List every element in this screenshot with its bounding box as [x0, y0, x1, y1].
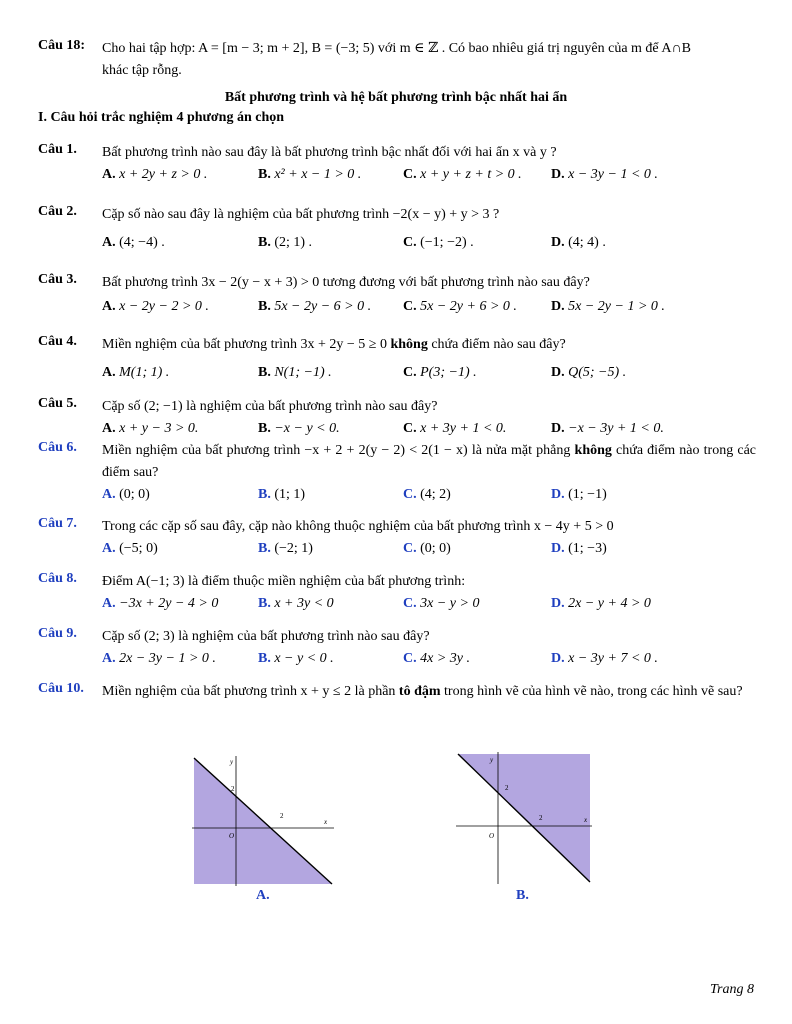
question-number: Câu 7.: [38, 516, 77, 531]
option-d[interactable]: D. (4; 4) .: [551, 235, 606, 250]
option-a[interactable]: A. (−5; 0): [102, 541, 158, 556]
option-a[interactable]: A. 2x − 3y − 1 > 0 .: [102, 651, 216, 666]
options: [102, 593, 756, 615]
option-a[interactable]: A. x + 2y + z > 0 .: [102, 167, 208, 182]
question-text: Bất phương trình 3x − 2(y − x + 3) > 0 tương đương với bất phương trình nào sau đây?: [102, 275, 590, 290]
graph-b[interactable]: [454, 750, 594, 886]
graph-b-label: B.: [516, 888, 529, 903]
option-d[interactable]: D. x − 3y + 7 < 0 .: [551, 651, 658, 666]
option-a[interactable]: A. M(1; 1) .: [102, 365, 170, 380]
question-text-cont: khác tập rỗng.: [102, 63, 182, 78]
options: [102, 232, 756, 254]
options: [102, 648, 756, 670]
origin-label: O: [489, 832, 495, 840]
option-d[interactable]: D. 5x − 2y − 1 > 0 .: [551, 299, 665, 314]
option-b[interactable]: B. (2; 1) .: [258, 235, 313, 250]
option-b[interactable]: B. (−2; 1): [258, 541, 313, 556]
option-a[interactable]: A. (0; 0): [102, 487, 150, 502]
option-d[interactable]: D. −x − 3y + 1 < 0.: [551, 421, 664, 436]
question-10: [38, 681, 756, 703]
tick-label-y: 2: [505, 784, 509, 792]
options: [102, 418, 756, 440]
question-number: Câu 3.: [38, 272, 77, 287]
option-c[interactable]: C. x + 3y + 1 < 0.: [403, 421, 507, 436]
options: [102, 538, 756, 560]
question-text: Cặp số (2; 3) là nghiệm của bất phương trình nào sau đây?: [102, 629, 430, 644]
section-title: Bất phương trình và hệ bất phương trình bậc nhất hai ẩn: [224, 90, 568, 105]
option-b[interactable]: B. −x − y < 0.: [258, 421, 340, 436]
question-8: [38, 571, 756, 615]
graph-a[interactable]: [190, 754, 336, 888]
option-c[interactable]: C. (0; 0): [403, 541, 451, 556]
option-c[interactable]: C. x + y + z + t > 0 .: [403, 167, 522, 182]
options: [102, 484, 756, 506]
tick-label-y: 2: [231, 785, 235, 793]
page-footer: Trang 8: [710, 982, 754, 997]
question-text: Cho hai tập hợp: A = [m − 3; m + 2], B = (−3; 5) với m ∈ ℤ . Có bao nhiêu giá trị nguyên của m để A∩B: [102, 41, 691, 56]
question-text: Bất phương trình nào sau đây là bất phương trình bậc nhất đối với hai ẩn x và y ?: [102, 145, 557, 160]
question-text: Cặp số (2; −1) là nghiệm của bất phương trình nào sau đây?: [102, 399, 438, 414]
option-a[interactable]: A. −3x + 2y − 4 > 0: [102, 596, 219, 611]
part-title: I. Câu hỏi trắc nghiệm 4 phương án chọn: [38, 110, 285, 125]
option-b[interactable]: B. (1; 1): [258, 487, 306, 502]
option-b[interactable]: B. x + 3y < 0: [258, 596, 334, 611]
question-number: Câu 10.: [38, 681, 84, 696]
option-a[interactable]: A. (4; −4) .: [102, 235, 165, 250]
option-b[interactable]: B. x² + x − 1 > 0 .: [258, 167, 362, 182]
question-7: [38, 516, 756, 560]
question-number: Câu 9.: [38, 626, 77, 641]
question-text: Miền nghiệm của bất phương trình −x + 2 + 2(y − 2) < 2(1 − x) là nửa mặt phẳng không chứa điểm nào trong các điểm sau?: [102, 443, 756, 480]
option-c[interactable]: C. (−1; −2) .: [403, 235, 474, 250]
question-text: Điểm A(−1; 3) là điểm thuộc miền nghiệm của bất phương trình:: [102, 574, 466, 589]
question-3: [38, 272, 756, 318]
question-6: [38, 440, 756, 506]
question-5: [38, 396, 756, 440]
options: [102, 362, 756, 384]
question-18: [38, 38, 756, 82]
option-b[interactable]: B. x − y < 0 .: [258, 651, 334, 666]
options: [102, 164, 756, 186]
y-axis-label: y: [490, 756, 494, 764]
question-number: Câu 6.: [38, 440, 77, 455]
option-c[interactable]: C. 5x − 2y + 6 > 0 .: [403, 299, 517, 314]
question-text: Cặp số nào sau đây là nghiệm của bất phương trình −2(x − y) + y > 3 ?: [102, 207, 500, 222]
question-1: [38, 142, 756, 186]
question-2: [38, 204, 756, 254]
y-axis-label: y: [230, 758, 234, 766]
option-b[interactable]: B. N(1; −1) .: [258, 365, 332, 380]
option-c[interactable]: C. 4x > 3y .: [403, 651, 470, 666]
option-d[interactable]: D. Q(5; −5) .: [551, 365, 627, 380]
x-axis-label: x: [324, 818, 328, 826]
question-number: Câu 1.: [38, 142, 77, 157]
question-number: Câu 2.: [38, 204, 77, 219]
tick-label-x: 2: [280, 812, 284, 820]
x-axis-label: x: [584, 816, 588, 824]
question-number: Câu 5.: [38, 396, 77, 411]
option-b[interactable]: B. 5x − 2y − 6 > 0 .: [258, 299, 372, 314]
question-9: [38, 626, 756, 670]
graph-a-label: A.: [256, 888, 270, 903]
tick-label-x: 2: [539, 814, 543, 822]
option-c[interactable]: C. P(3; −1) .: [403, 365, 477, 380]
option-d[interactable]: D. (1; −3): [551, 541, 607, 556]
option-c[interactable]: C. 3x − y > 0: [403, 596, 480, 611]
options: [102, 296, 756, 318]
option-a[interactable]: A. x − 2y − 2 > 0 .: [102, 299, 209, 314]
option-a[interactable]: A. x + y − 3 > 0.: [102, 421, 199, 436]
question-number: Câu 4.: [38, 334, 77, 349]
question-text: Miền nghiệm của bất phương trình 3x + 2y − 5 ≥ 0 không chứa điểm nào sau đây?: [102, 337, 566, 352]
question-number: Câu 18:: [38, 38, 86, 53]
option-d[interactable]: D. (1; −1): [551, 487, 607, 502]
option-c[interactable]: C. (4; 2): [403, 487, 451, 502]
question-number: Câu 8.: [38, 571, 77, 586]
question-text: Trong các cặp số sau đây, cặp nào không thuộc nghiệm của bất phương trình x − 4y + 5 > 0: [102, 519, 614, 534]
question-text: Miền nghiệm của bất phương trình x + y ≤ 2 là phần tô đậm trong hình vẽ của hình vẽ nào, trong các hình vẽ sau?: [102, 684, 743, 699]
question-4: [38, 334, 756, 384]
origin-label: O: [229, 832, 235, 840]
option-d[interactable]: D. 2x − y + 4 > 0: [551, 596, 651, 611]
option-d[interactable]: D. x − 3y − 1 < 0 .: [551, 167, 658, 182]
